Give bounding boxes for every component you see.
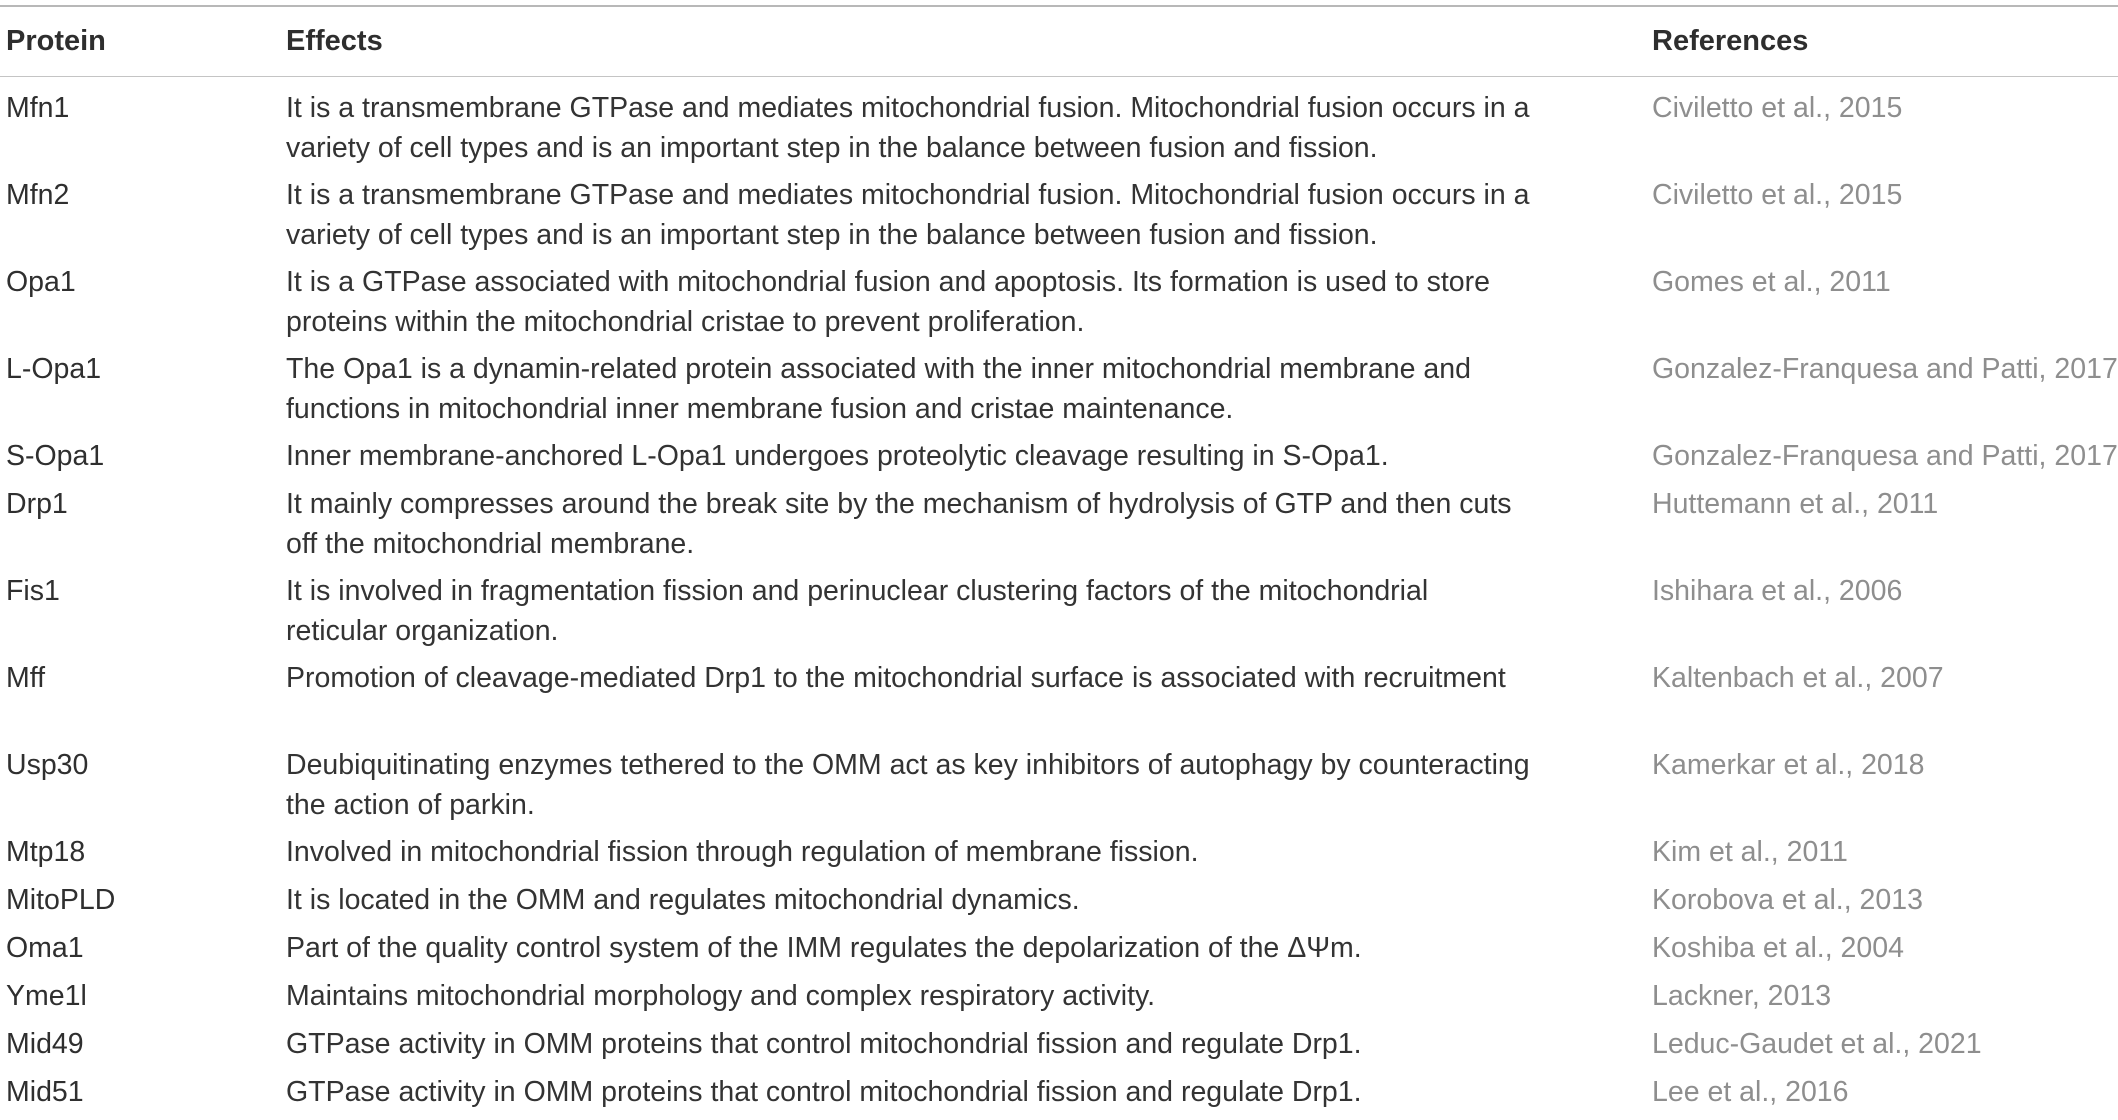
table-header-row bbox=[0, 22, 2118, 76]
header-protein: Protein bbox=[6, 25, 106, 57]
protein-cell: Drp1 bbox=[6, 488, 68, 520]
effects-cell: Inner membrane-anchored L-Opa1 undergoes proteolytic cleavage resulting in S-Opa1. bbox=[286, 440, 1389, 472]
reference-link[interactable]: Huttemann et al., 2011 bbox=[1652, 488, 1939, 520]
table-row bbox=[0, 175, 2118, 262]
effects-cell: It is located in the OMM and regulates mitochondrial dynamics. bbox=[286, 884, 1080, 916]
table-row bbox=[0, 745, 2118, 832]
table-row bbox=[0, 658, 2118, 745]
table-row bbox=[0, 976, 2118, 1024]
effects-cell: Part of the quality control system of the IMM regulates the depolarization of the ΔΨm. bbox=[286, 932, 1362, 964]
header-references: References bbox=[1652, 25, 1809, 57]
reference-link[interactable]: Korobova et al., 2013 bbox=[1652, 884, 1923, 916]
table-row bbox=[0, 832, 2118, 880]
effects-cell: GTPase activity in OMM proteins that control mitochondrial fission and regulate Drp1. bbox=[286, 1076, 1362, 1108]
table-row bbox=[0, 571, 2118, 658]
top-rule bbox=[0, 5, 2118, 7]
effects-cell: The Opa1 is a dynamin-related protein associated with the inner mitochondrial membrane and functions in mitochondrial inner membrane fusion and cristae maintenance. bbox=[286, 353, 1471, 425]
effects-cell: It is involved in fragmentation fission and perinuclear clustering factors of the mitochondrial reticular organization. bbox=[286, 575, 1429, 647]
table-body bbox=[0, 88, 2118, 1120]
table-row bbox=[0, 349, 2118, 436]
table-row bbox=[0, 928, 2118, 976]
reference-link[interactable]: Civiletto et al., 2015 bbox=[1652, 179, 1903, 211]
effects-cell: Promotion of cleavage-mediated Drp1 to the mitochondrial surface is associated with recruitment bbox=[286, 662, 1506, 694]
effects-cell: It is a GTPase associated with mitochondrial fusion and apoptosis. Its formation is used to store proteins within the mitochondrial cristae to prevent proliferation. bbox=[286, 266, 1490, 338]
reference-link[interactable]: Ishihara et al., 2006 bbox=[1652, 575, 1903, 607]
reference-link[interactable]: Gonzalez-Franquesa and Patti, 2017 bbox=[1652, 353, 2118, 385]
table-row bbox=[0, 1024, 2118, 1072]
protein-cell: Opa1 bbox=[6, 266, 76, 298]
effects-cell: Involved in mitochondrial fission through regulation of membrane fission. bbox=[286, 836, 1199, 868]
reference-link[interactable]: Civiletto et al., 2015 bbox=[1652, 92, 1903, 124]
reference-link[interactable]: Leduc-Gaudet et al., 2021 bbox=[1652, 1028, 1982, 1060]
protein-cell: Mfn1 bbox=[6, 92, 70, 124]
effects-cell: Maintains mitochondrial morphology and complex respiratory activity. bbox=[286, 980, 1156, 1012]
protein-cell: Fis1 bbox=[6, 575, 60, 607]
protein-cell: L-Opa1 bbox=[6, 353, 102, 385]
header-rule bbox=[0, 76, 2118, 77]
table-row bbox=[0, 484, 2118, 571]
reference-link[interactable]: Kamerkar et al., 2018 bbox=[1652, 749, 1925, 781]
table-row bbox=[0, 1072, 2118, 1120]
protein-cell: MitoPLD bbox=[6, 884, 116, 916]
protein-cell: Mfn2 bbox=[6, 179, 70, 211]
header-effects: Effects bbox=[286, 25, 383, 57]
effects-cell: Deubiquitinating enzymes tethered to the OMM act as key inhibitors of autophagy by counteracting the action of parkin. bbox=[286, 749, 1530, 821]
protein-cell: Mff bbox=[6, 662, 46, 694]
reference-link[interactable]: Lee et al., 2016 bbox=[1652, 1076, 1849, 1108]
table-row bbox=[0, 436, 2118, 484]
effects-cell: GTPase activity in OMM proteins that control mitochondrial fission and regulate Drp1. bbox=[286, 1028, 1362, 1060]
protein-cell: Oma1 bbox=[6, 932, 84, 964]
effects-cell: It mainly compresses around the break site by the mechanism of hydrolysis of GTP and then cuts off the mitochondrial membrane. bbox=[286, 488, 1512, 560]
reference-link[interactable]: Koshiba et al., 2004 bbox=[1652, 932, 1904, 964]
reference-link[interactable]: Kim et al., 2011 bbox=[1652, 836, 1848, 868]
protein-cell: Mtp18 bbox=[6, 836, 86, 868]
table-row bbox=[0, 880, 2118, 928]
table-row bbox=[0, 88, 2118, 175]
reference-link[interactable]: Gonzalez-Franquesa and Patti, 2017 bbox=[1652, 440, 2118, 472]
protein-cell: Yme1l bbox=[6, 980, 87, 1012]
reference-link[interactable]: Kaltenbach et al., 2007 bbox=[1652, 662, 1944, 694]
effects-cell: It is a transmembrane GTPase and mediates mitochondrial fusion. Mitochondrial fusion occurs in a variety of cell types and is an important step in the balance between fusion and fission. bbox=[286, 92, 1530, 164]
reference-link[interactable]: Gomes et al., 2011 bbox=[1652, 266, 1891, 298]
effects-cell: It is a transmembrane GTPase and mediates mitochondrial fusion. Mitochondrial fusion occurs in a variety of cell types and is an important step in the balance between fusion and fission. bbox=[286, 179, 1530, 251]
reference-link[interactable]: Lackner, 2013 bbox=[1652, 980, 1832, 1012]
protein-cell: Mid49 bbox=[6, 1028, 84, 1060]
protein-cell: Usp30 bbox=[6, 749, 89, 781]
table-row bbox=[0, 262, 2118, 349]
protein-cell: S-Opa1 bbox=[6, 440, 105, 472]
protein-cell: Mid51 bbox=[6, 1076, 84, 1108]
